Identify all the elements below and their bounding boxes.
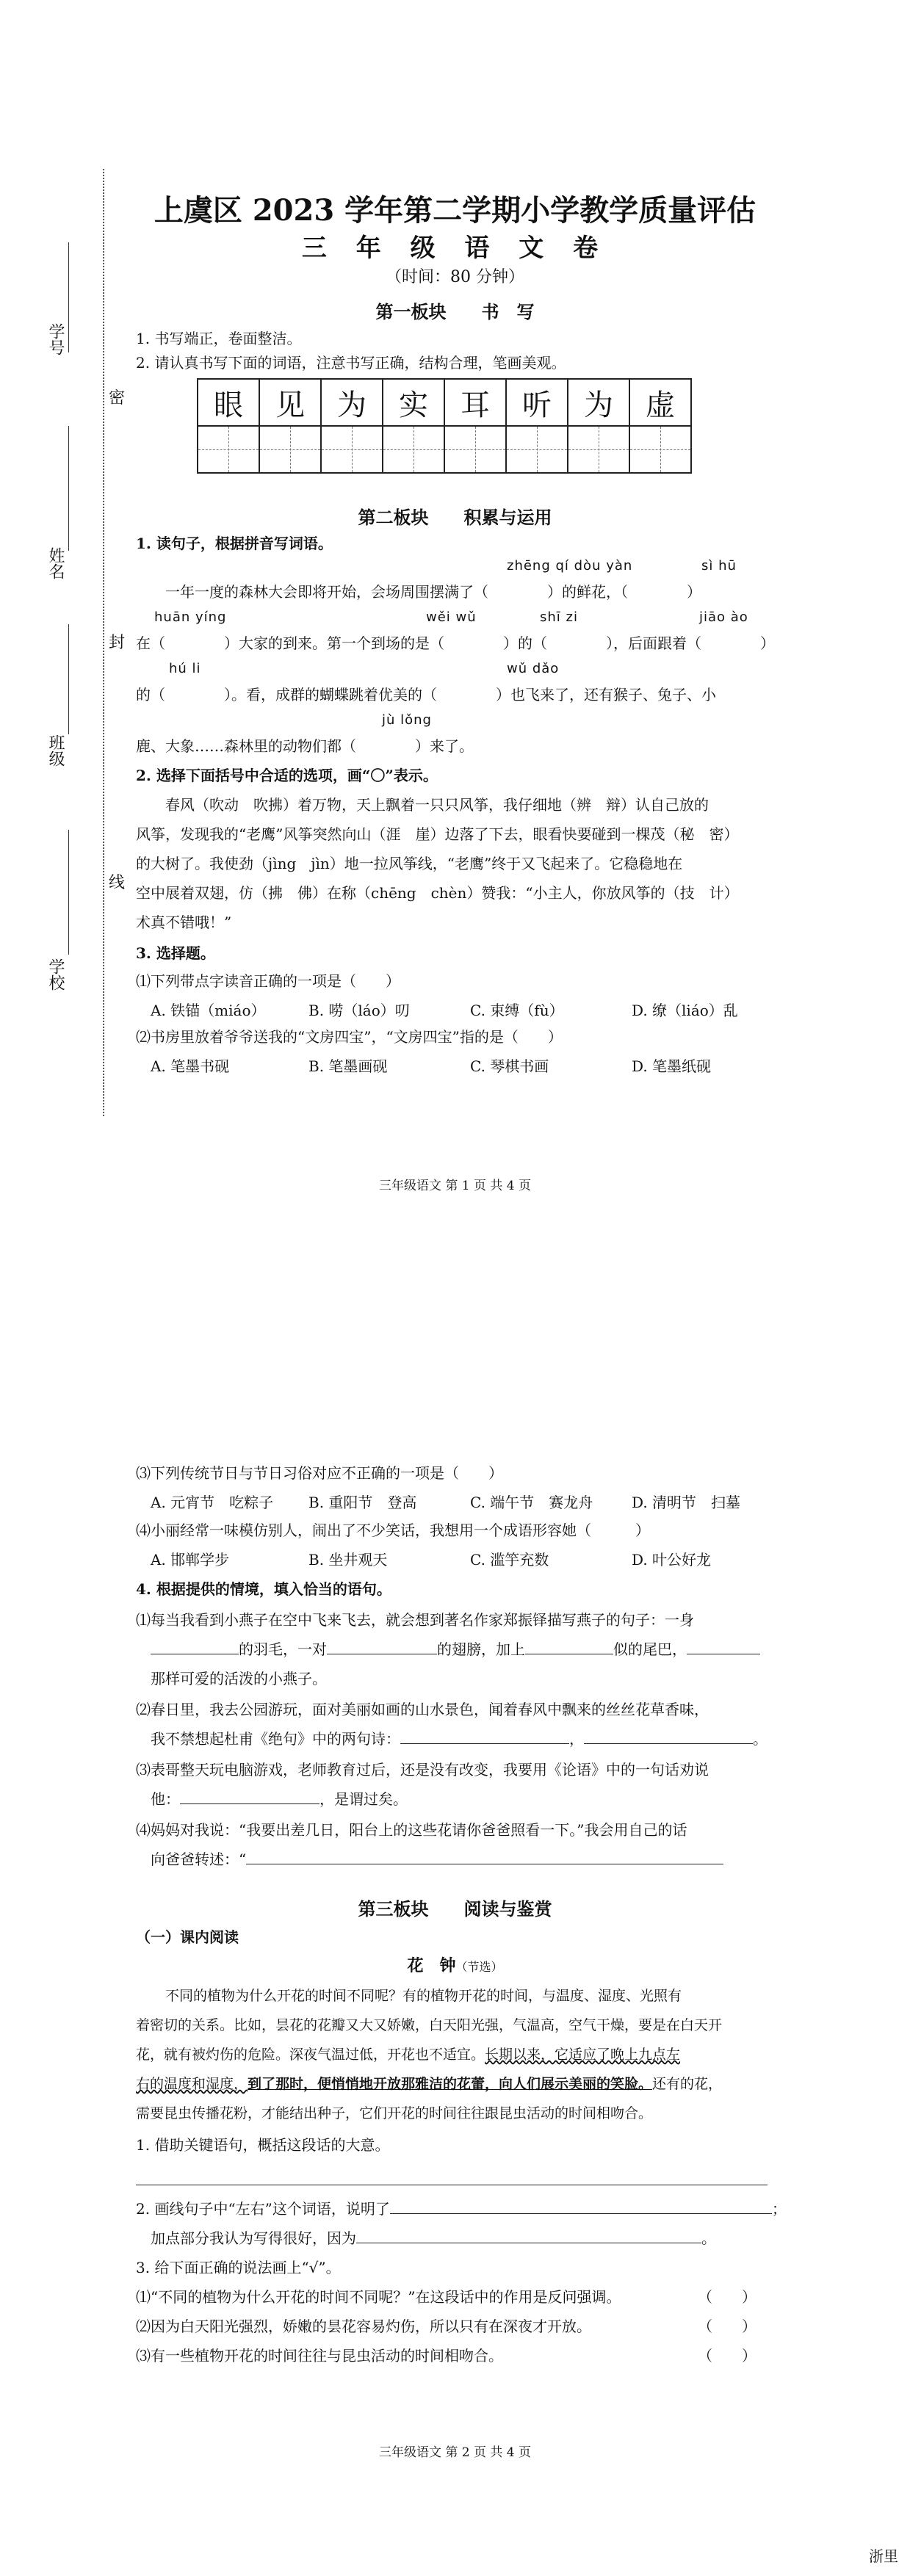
- article-note: （节选）: [455, 1960, 503, 1974]
- name-field[interactable]: [68, 426, 69, 551]
- binding-feng: 封: [109, 634, 126, 652]
- article-text: 比如，昙花的花瓣又大又娇嫩，白天阳光强，气温高，空气干燥，要是在白天开: [234, 2017, 723, 2033]
- binding-mi: 密: [109, 389, 126, 408]
- article-title: 花 钟: [407, 1956, 456, 1975]
- binding-xian: 线: [109, 874, 126, 892]
- pinyin: zhēng qí dòu yàn: [507, 558, 633, 574]
- reading-q2: 2. 画线句子中“左右”这个词语，说明了: [136, 2200, 390, 2218]
- answer-blank[interactable]: [180, 1803, 319, 1804]
- pinyin: jù lǒng: [382, 712, 432, 728]
- q2-line-3: 的大树了。我使劲（jìng jìn）地一拉风筝线，“老鹰”终于又飞起来了。它稳稳地在: [136, 855, 683, 872]
- reading-q3-1: ⑴“不同的植物为什么开花的时间不同呢？”在这段话中的作用是反问强调。: [136, 2288, 621, 2306]
- checkbox[interactable]: （ ）: [698, 2318, 756, 2335]
- exam-time: （时间：80 分钟）: [386, 268, 524, 286]
- writing-cell[interactable]: [445, 427, 505, 472]
- option-d[interactable]: D. 缭（liáo）乱: [632, 1002, 738, 1019]
- option-c[interactable]: C. 琴棋书画: [470, 1057, 549, 1075]
- article-line-1: 不同的植物为什么开花的时间不同呢？有的植物开花的时间，与温度、湿度、光照有: [165, 1988, 682, 2004]
- pinyin: hú li: [169, 661, 201, 676]
- article-underlined-text: 右的温度和湿度，: [136, 2076, 248, 2092]
- q1-line-1: 一年一度的森林大会即将开始，会场周围摆满了（ ）的鲜花，（ ）: [165, 583, 701, 601]
- question-4: 4. 根据提供的情境，填入恰当的语句。: [136, 1580, 391, 1598]
- name-label: 姓名: [46, 547, 65, 579]
- grid-char: 为: [322, 380, 382, 427]
- grid-char: 听: [507, 380, 567, 427]
- option-a[interactable]: A. 笔墨书砚: [151, 1057, 230, 1075]
- question-2: 2. 选择下面括号中合适的选项，画“〇”表示。: [136, 767, 438, 784]
- subsection-title: （一）课内阅读: [136, 1928, 239, 1946]
- page-title: 上虞区 2023 学年第二学期小学教学质量评估: [154, 193, 756, 228]
- q1-line-4: 鹿、大象……森林里的动物们都（ ）来了。: [136, 737, 474, 755]
- writing-cell[interactable]: [260, 427, 320, 472]
- q2-line-1: 春风（吹动 吹拂）着万物，天上飘着一只只风筝，我仔细地（辨 辩）认自己放的: [165, 796, 709, 814]
- pinyin: wěi wǔ: [426, 609, 477, 625]
- pinyin: jiāo ào: [699, 609, 748, 625]
- grid-char: 眼: [198, 380, 259, 427]
- article-emphasized-text: 到了那时，便悄悄地开放那雅洁的花蕾，向人们展示美丽的笑脸。: [248, 2076, 653, 2092]
- q2-line-4: 空中展着双翅，仿（拂 佛）在称（chēng chèn）赞我：“小主人，你放风筝的（技 计）: [136, 884, 739, 902]
- q4-1-line-3: 那样可爱的活泼的小燕子。: [151, 1670, 327, 1687]
- q4-3-text: 他：: [151, 1790, 180, 1808]
- page-footer-1: 三年级语文 第 1 页 共 4 页: [378, 1179, 532, 1193]
- school-field[interactable]: [68, 830, 69, 955]
- option-b[interactable]: B. 重阳节 登高: [308, 1494, 417, 1511]
- q3-2: ⑵书房里放着爷爷送我的“文房四宝”，“文房四宝”指的是（ ）: [136, 1028, 563, 1046]
- option-c[interactable]: C. 束缚（fù）: [470, 1002, 564, 1019]
- option-a[interactable]: A. 元宵节 吃粽子: [151, 1494, 274, 1511]
- answer-blank[interactable]: [584, 1743, 753, 1744]
- grid-char: 见: [260, 380, 320, 427]
- student-id-label: 学号: [46, 323, 65, 355]
- page-footer-2: 三年级语文 第 2 页 共 4 页: [378, 2445, 532, 2460]
- q4-1-line-1: ⑴每当我看到小燕子在空中飞来飞去，就会想到著名作家郑振铎描写燕子的句子：一身: [136, 1611, 694, 1629]
- grid-char: 虚: [630, 380, 690, 427]
- option-d[interactable]: D. 清明节 扫墓: [632, 1494, 741, 1511]
- option-b[interactable]: B. 唠（láo）叨: [308, 1002, 410, 1019]
- q4-2-line-1: ⑵春日里，我去公园游玩，面对美丽如画的山水景色，闻着春风中飘来的丝丝花草香味，: [136, 1701, 709, 1718]
- grid-char: 耳: [445, 380, 505, 427]
- question-3: 3. 选择题。: [136, 944, 215, 962]
- instruction-1: 1. 书写端正，卷面整洁。: [136, 330, 302, 347]
- checkbox[interactable]: （ ）: [698, 2347, 756, 2365]
- school-label: 学校: [46, 958, 65, 991]
- pinyin: shī zi: [540, 609, 578, 625]
- checkbox[interactable]: （ ）: [698, 2288, 756, 2306]
- class-field[interactable]: [68, 624, 69, 734]
- q2-line-2: 风筝，发现我的“老鹰”风筝突然向山（涯 崖）边落了下去，眼看快要碰到一棵茂（秘 密）: [136, 825, 739, 843]
- grid-char: 实: [383, 380, 444, 427]
- reading-q3: 3. 给下面正确的说法画上“√”。: [136, 2259, 341, 2276]
- q4-2-text: 我不禁想起杜甫《绝句》中的两句诗：: [151, 1730, 400, 1748]
- writing-cell[interactable]: [630, 427, 690, 472]
- q3-1: ⑴下列带点字读音正确的一项是（ ）: [136, 972, 400, 990]
- q4-1-text: 的羽毛，一对: [239, 1640, 327, 1658]
- q4-3-line-1: ⑶表哥整天玩电脑游戏，老师教育过后，还是没有改变，我要用《论语》中的一句话劝说: [136, 1761, 709, 1779]
- watermark-text: 浙里: [869, 2547, 898, 2565]
- q4-3-text: ，是谓过矣。: [319, 1790, 408, 1808]
- option-c[interactable]: C. 端午节 赛龙舟: [470, 1494, 593, 1511]
- q2-line-5: 术真不错哦！”: [136, 913, 232, 931]
- q1-line-3: 的（ ）。看，成群的蝴蝶跳着优美的（ ）也飞来了，还有猴子、兔子、小: [136, 686, 716, 703]
- q4-4-text: 向爸爸转述：“: [151, 1850, 247, 1868]
- reading-q2-text: 加点部分我认为写得很好，因为: [151, 2229, 356, 2247]
- writing-cell[interactable]: [568, 427, 629, 472]
- writing-cell[interactable]: [383, 427, 444, 472]
- option-c[interactable]: C. 滥竽充数: [470, 1551, 549, 1569]
- answer-blank[interactable]: [390, 2213, 772, 2214]
- q3-3: ⑶下列传统节日与节日习俗对应不正确的一项是（ ）: [136, 1464, 503, 1482]
- writing-cell[interactable]: [322, 427, 382, 472]
- q4-1-text: 的翅膀，加上: [437, 1640, 525, 1658]
- article-text: 花，就有被灼伤的危险。深夜气温过低，开花也不适宜。: [136, 2047, 485, 2063]
- article-line-5: 需要昆虫传播花粉，才能结出种子，它们开花的时间往往跟昆虫活动的时间相吻合。: [136, 2105, 653, 2121]
- pinyin: huān yíng: [154, 609, 227, 625]
- class-label: 班级: [46, 734, 65, 767]
- article-text: 着密切的关系。: [136, 2017, 234, 2033]
- instruction-2: 2. 请认真书写下面的词语，注意书写正确，结构合理，笔画美观。: [136, 354, 566, 372]
- section-3-title: 第三板块 阅读与鉴赏: [358, 1898, 552, 1920]
- reading-q3-2: ⑵因为白天阳光强烈，娇嫩的昙花容易灼伤，所以只有在深夜才开放。: [136, 2318, 591, 2335]
- grid-char: 为: [568, 380, 629, 427]
- option-a[interactable]: A. 邯郸学步: [151, 1551, 230, 1569]
- section-2-title: 第二板块 积累与运用: [358, 507, 552, 528]
- answer-blank[interactable]: [400, 1743, 569, 1744]
- pinyin: sì hū: [701, 558, 737, 574]
- question-1: 1. 读句子，根据拼音写词语。: [136, 535, 333, 552]
- pinyin: wǔ dǎo: [507, 661, 560, 676]
- option-a[interactable]: A. 铁锚（miáo）: [151, 1002, 266, 1019]
- q3-4: ⑷小丽经常一味模仿别人，闹出了不少笑话，我想用一个成语形容她（ ）: [136, 1522, 650, 1539]
- article-text: 还有的花，: [652, 2076, 723, 2092]
- q4-4-line-1: ⑷妈妈对我说：“我要出差几日，阳台上的这些花请你爸爸照看一下。”我会用自己的话: [136, 1821, 687, 1839]
- section-1-title: 第一板块 书 写: [375, 301, 535, 322]
- option-b[interactable]: B. 坐井观天: [308, 1551, 388, 1569]
- article-underlined-text: 长期以来，它适应了晚上九点左: [485, 2047, 681, 2063]
- q1-line-2: 在（ ）大家的到来。第一个到场的是（ ）的（ ），后面跟着（ ）: [136, 634, 775, 652]
- option-d[interactable]: D. 笔墨纸砚: [632, 1057, 712, 1075]
- option-d[interactable]: D. 叶公好龙: [632, 1551, 712, 1569]
- page-subtitle: 三 年 级 语 文 卷: [301, 234, 609, 263]
- option-b[interactable]: B. 笔墨画砚: [308, 1057, 388, 1075]
- reading-q1: 1. 借助关键语句，概括这段话的大意。: [136, 2136, 390, 2154]
- q4-1-text: 似的尾巴，: [613, 1640, 687, 1658]
- writing-cell[interactable]: [507, 427, 567, 472]
- reading-q3-3: ⑶有一些植物开花的时间往往与昆虫活动的时间相吻合。: [136, 2347, 503, 2365]
- writing-grid: [197, 378, 692, 474]
- writing-cell[interactable]: [198, 427, 259, 472]
